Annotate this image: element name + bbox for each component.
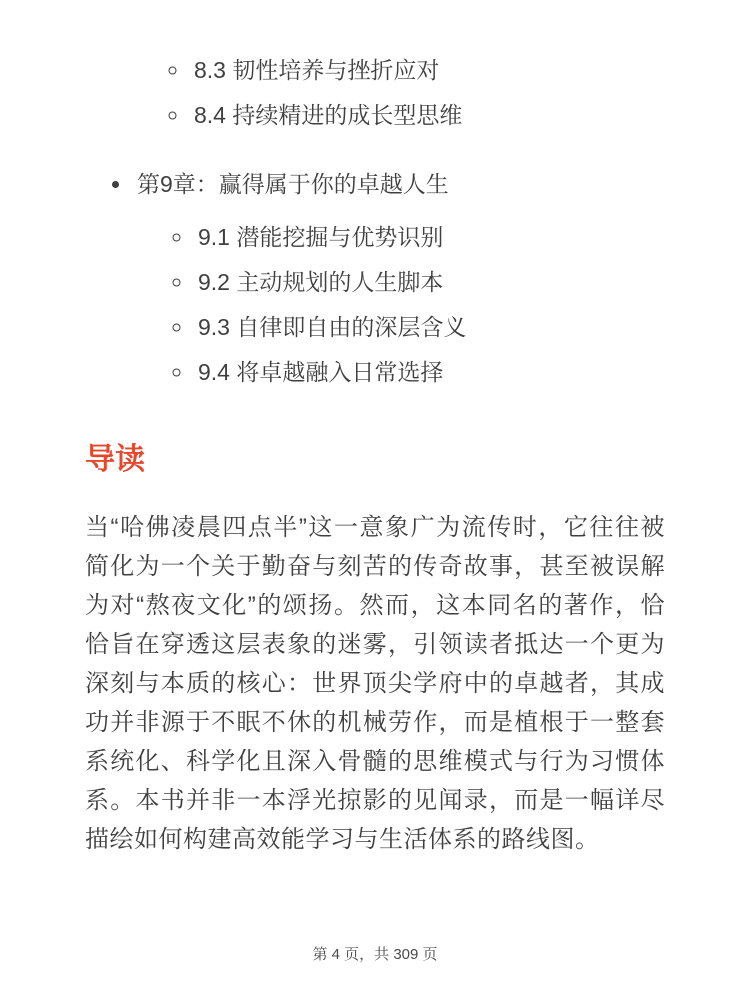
- toc-sublist-chapter9: [137, 222, 665, 388]
- toc-list: [85, 169, 665, 402]
- section-heading-daodu: 导读: [85, 443, 145, 476]
- toc-item-9-4: ◦ 9.4 将卓越融入日常选择: [194, 357, 665, 388]
- toc-sublist-chapter8: [85, 48, 665, 145]
- toc-item-9-2: ◦ 9.2 主动规划的人生脚本: [194, 267, 665, 298]
- toc-item-8-3: ◦ 8.3 韧性培养与挫折应对: [190, 55, 665, 86]
- toc-item-9-3: ◦ 9.3 自律即自由的深层含义: [194, 312, 665, 343]
- toc-item-9-1: ◦ 9.1 潜能挖掘与优势识别: [194, 222, 665, 253]
- toc-chapter-9-label: 第9章：赢得属于你的卓越人生: [137, 171, 449, 197]
- toc-chapter-9: [133, 169, 665, 388]
- intro-paragraph: 当“哈佛凌晨四点半”这一意象广为流传时，它往往被简化为一个关于勤奋与刻苦的传奇故事，甚至被误解为对“熬夜文化”的颂扬。然而，这本同名的著作，恰恰旨在穿透这层表象的迷雾，引领读者抵达一个更为深刻与本质的核心：世界顶尖学府中的卓越者，其成功并非源于不眠不休的机械劳作，而是植根于一整套系统化、科学化且深入骨髓的思维模式与行为习惯体系。本书并非一本浮光掠影的见闻录，而是一幅详尽描绘如何构建高效能学习与生活体系的路线图。: [85, 514, 665, 853]
- page-number-footer: 第 4 页，共 309 页: [312, 946, 438, 963]
- toc-item-8-4: ◦ 8.4 持续精进的成长型思维: [190, 100, 665, 131]
